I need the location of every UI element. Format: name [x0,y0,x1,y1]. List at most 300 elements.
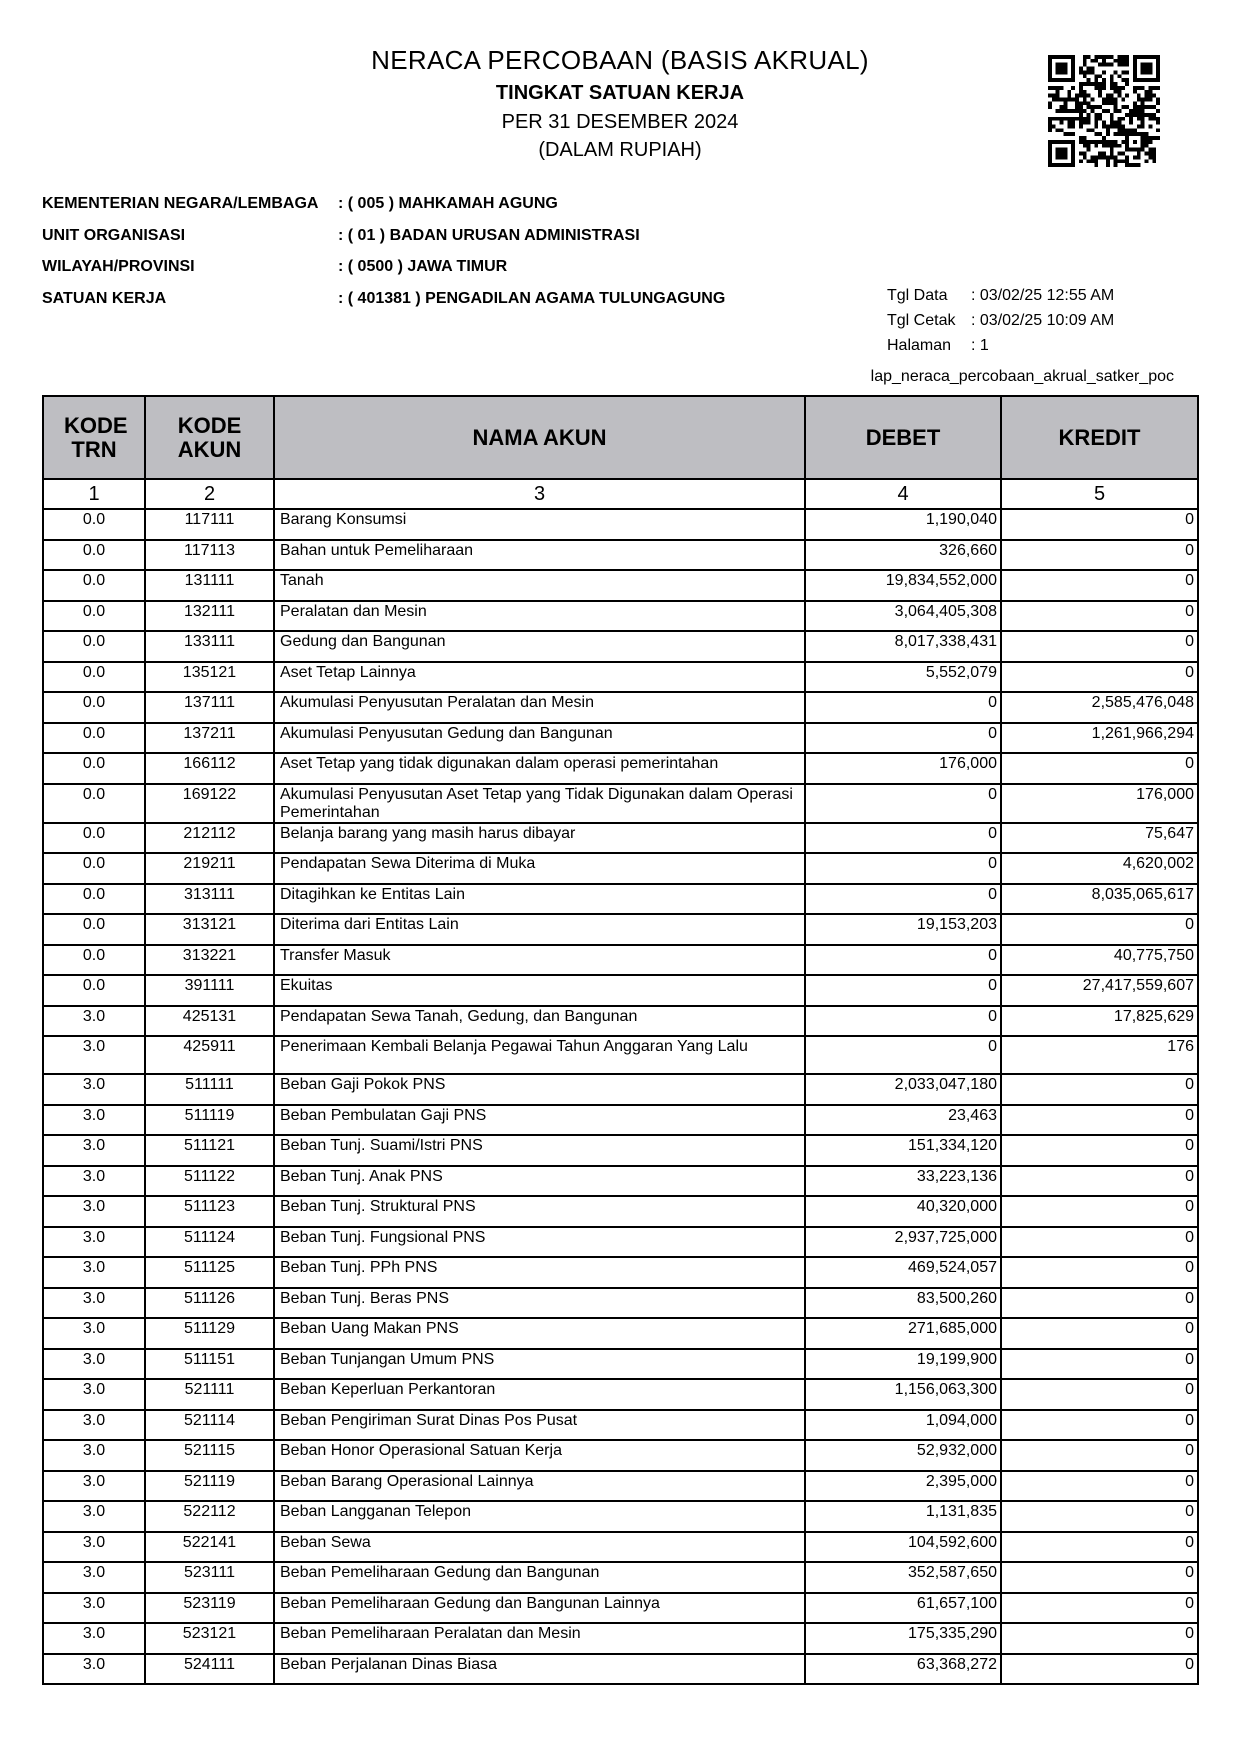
cell-debet: 0 [805,784,1001,823]
cell-kode-akun: 137111 [145,692,274,723]
cell-nama-akun [274,1379,805,1410]
cell-nama-akun [274,1471,805,1502]
cell-kode-trn: 3.0 [43,1654,145,1685]
cell-kode-trn: 0.0 [43,884,145,915]
cell-nama-akun [274,540,805,571]
account-name-text: Beban Pengiriman Surat Dinas Pos Pusat [280,1411,578,1429]
account-name-text: Beban Tunj. Struktural PNS [280,1198,476,1215]
cell-nama-akun [274,884,805,915]
table-row [43,945,1198,976]
cell-kode-trn: 3.0 [43,1288,145,1319]
table-row [43,570,1198,601]
cell-kode-akun: 135121 [145,662,274,693]
cell-debet: 326,660 [805,540,1001,571]
cell-debet: 0 [805,723,1001,754]
cell-debet: 104,592,600 [805,1532,1001,1563]
print-info-label: Halaman [887,337,952,354]
entity-info-label: WILAYAH/PROVINSI [42,258,195,275]
cell-nama-akun [274,853,805,884]
cell-kode-akun: 511125 [145,1257,274,1288]
cell-kode-akun: 522112 [145,1501,274,1532]
cell-kredit: 0 [1001,1318,1198,1349]
account-name-text: Beban Perjalanan Dinas Biasa [280,1655,498,1673]
cell-kode-akun: 521119 [145,1471,274,1502]
cell-debet: 0 [805,853,1001,884]
table-row [43,540,1198,571]
cell-kode-trn: 3.0 [43,1227,145,1258]
table-row [43,1440,1198,1471]
account-name-text: Beban Gaji Pokok PNS [280,1076,446,1093]
cell-kode-akun: 522141 [145,1532,274,1563]
cell-kredit: 0 [1001,1196,1198,1227]
cell-kode-trn: 0.0 [43,914,145,945]
entity-info-label: KEMENTERIAN NEGARA/LEMBAGA [42,195,319,212]
cell-debet: 3,064,405,308 [805,601,1001,632]
table-row [43,723,1198,754]
cell-kode-trn: 3.0 [43,1471,145,1502]
report-unit: (DALAM RUPIAH) [538,139,702,161]
cell-debet: 61,657,100 [805,1593,1001,1624]
cell-kode-trn: 3.0 [43,1410,145,1441]
cell-debet: 19,199,900 [805,1349,1001,1380]
report-period: PER 31 DESEMBER 2024 [501,111,739,133]
col-number: 3 [274,479,805,509]
account-name-text: Pendapatan Sewa Diterima di Muka [280,855,536,872]
cell-debet: 469,524,057 [805,1257,1001,1288]
cell-kode-akun: 313221 [145,945,274,976]
cell-kode-akun: 166112 [145,753,274,784]
cell-kredit: 2,585,476,048 [1001,692,1198,723]
cell-kode-trn: 3.0 [43,1105,145,1136]
account-name-text: Beban Keperluan Perkantoran [280,1381,496,1398]
table-row [43,1105,1198,1136]
cell-nama-akun [274,1257,805,1288]
cell-debet: 0 [805,975,1001,1006]
cell-nama-akun [274,1288,805,1319]
table-row [43,692,1198,723]
table-row [43,753,1198,784]
account-name-text: Transfer Masuk [280,946,391,964]
cell-nama-akun [274,1166,805,1197]
table-row [43,853,1198,884]
cell-kode-akun: 511121 [145,1135,274,1166]
table-row [43,1501,1198,1532]
table-row [43,1410,1198,1441]
cell-kredit: 8,035,065,617 [1001,884,1198,915]
col-number: 4 [805,479,1001,509]
report-code: lap_neraca_percobaan_akrual_satker_poc [870,368,1174,385]
account-name-text: Akumulasi Penyusutan Aset Tetap yang Tidak Digunakan dalam Operasi Pemerintahan [280,785,793,821]
cell-nama-akun [274,1501,805,1532]
account-name-text: Barang Konsumsi [280,511,407,528]
cell-nama-akun [274,1227,805,1258]
trial-balance-table [42,395,1199,1685]
cell-kredit: 17,825,629 [1001,1006,1198,1037]
cell-debet: 1,156,063,300 [805,1379,1001,1410]
cell-kode-akun: 117111 [145,509,274,540]
table-row [43,509,1198,540]
account-name-text: Ditagihkan ke Entitas Lain [280,885,465,903]
cell-debet: 271,685,000 [805,1318,1001,1349]
cell-nama-akun [274,1593,805,1624]
cell-nama-akun [274,692,805,723]
cell-kode-trn: 3.0 [43,1623,145,1654]
cell-kode-trn: 0.0 [43,823,145,854]
table-row [43,784,1198,823]
table-row [43,631,1198,662]
table-row [43,1593,1198,1624]
col-header-kode-akun: KODE AKUN [145,396,274,479]
account-name-text: Aset Tetap yang tidak digunakan dalam operasi pemerintahan [280,755,719,772]
col-number: 1 [43,479,145,509]
cell-debet: 33,223,136 [805,1166,1001,1197]
cell-debet: 151,334,120 [805,1135,1001,1166]
cell-debet: 8,017,338,431 [805,631,1001,662]
table-row [43,1257,1198,1288]
cell-nama-akun [274,1006,805,1037]
cell-debet: 175,335,290 [805,1623,1001,1654]
cell-kode-trn: 3.0 [43,1349,145,1380]
cell-kredit: 0 [1001,1379,1198,1410]
cell-kredit: 40,775,750 [1001,945,1198,976]
table-row [43,1532,1198,1563]
cell-debet: 1,094,000 [805,1410,1001,1441]
cell-kode-trn: 0.0 [43,784,145,823]
report-title: NERACA PERCOBAAN (BASIS AKRUAL) [371,45,869,75]
table-body [43,509,1198,1684]
cell-debet: 176,000 [805,753,1001,784]
cell-nama-akun [274,509,805,540]
report-subtitle: TINGKAT SATUAN KERJA [495,82,745,104]
account-name-text: Akumulasi Penyusutan Gedung dan Bangunan [280,724,613,742]
account-name-text: Beban Pemeliharaan Gedung dan Bangunan Lainnya [280,1594,660,1612]
cell-kode-trn: 3.0 [43,1196,145,1227]
account-name-text: Beban Honor Operasional Satuan Kerja [280,1442,562,1459]
cell-kode-trn: 3.0 [43,1501,145,1532]
table-row [43,884,1198,915]
cell-kode-akun: 511126 [145,1288,274,1319]
cell-kode-akun: 212112 [145,823,274,854]
cell-nama-akun [274,1135,805,1166]
cell-kode-trn: 3.0 [43,1440,145,1471]
cell-debet: 0 [805,823,1001,854]
cell-debet: 1,190,040 [805,509,1001,540]
cell-kredit: 0 [1001,1593,1198,1624]
cell-kode-trn: 3.0 [43,1135,145,1166]
cell-nama-akun [274,945,805,976]
cell-kode-akun: 133111 [145,631,274,662]
cell-debet: 63,368,272 [805,1654,1001,1685]
cell-nama-akun [274,662,805,693]
cell-kode-trn: 3.0 [43,1006,145,1037]
account-name-text: Penerimaan Kembali Belanja Pegawai Tahun Anggaran Yang Lalu [280,1038,748,1055]
cell-kode-akun: 131111 [145,570,274,601]
cell-kode-trn: 3.0 [43,1036,145,1074]
cell-nama-akun [274,1654,805,1685]
cell-kode-trn: 0.0 [43,509,145,540]
cell-nama-akun [274,1623,805,1654]
account-name-text: Beban Tunjangan Umum PNS [280,1350,495,1368]
print-info-label: Tgl Data [887,287,948,304]
cell-kode-akun: 523119 [145,1593,274,1624]
cell-debet: 352,587,650 [805,1562,1001,1593]
cell-nama-akun [274,975,805,1006]
cell-kredit: 27,417,559,607 [1001,975,1198,1006]
cell-nama-akun [274,723,805,754]
account-name-text: Akumulasi Penyusutan Peralatan dan Mesin [280,694,594,711]
cell-kode-trn: 3.0 [43,1166,145,1197]
print-info-value: : 03/02/25 10:09 AM [971,312,1115,329]
entity-info-value: : ( 01 ) BADAN URUSAN ADMINISTRASI [338,226,640,244]
cell-kredit: 0 [1001,1257,1198,1288]
account-name-text: Beban Tunj. Anak PNS [280,1167,443,1185]
account-name-text: Belanja barang yang masih harus dibayar [280,824,576,842]
col-header-nama-akun: NAMA AKUN [274,396,805,479]
cell-debet: 0 [805,1036,1001,1074]
table-row [43,1349,1198,1380]
account-name-text: Diterima dari Entitas Lain [280,916,459,933]
cell-kredit: 0 [1001,509,1198,540]
cell-kredit: 0 [1001,1501,1198,1532]
cell-kredit: 0 [1001,1135,1198,1166]
entity-info-value: : ( 005 ) MAHKAMAH AGUNG [338,195,558,212]
table-row [43,1166,1198,1197]
table-row [43,1562,1198,1593]
table-row [43,1036,1198,1074]
cell-nama-akun [274,1036,805,1074]
account-name-text: Beban Pemeliharaan Peralatan dan Mesin [280,1625,581,1642]
cell-kode-akun: 313111 [145,884,274,915]
cell-debet: 40,320,000 [805,1196,1001,1227]
cell-debet: 0 [805,1006,1001,1037]
cell-kredit: 0 [1001,1562,1198,1593]
table-row [43,1135,1198,1166]
cell-kode-akun: 313121 [145,914,274,945]
table-row [43,1196,1198,1227]
cell-kode-akun: 511111 [145,1074,274,1105]
cell-kode-akun: 523111 [145,1562,274,1593]
cell-kredit: 0 [1001,1105,1198,1136]
cell-kode-trn: 3.0 [43,1379,145,1410]
cell-debet: 23,463 [805,1105,1001,1136]
entity-info-value: : ( 401381 ) PENGADILAN AGAMA TULUNGAGUNG [338,289,726,307]
cell-nama-akun [274,1440,805,1471]
account-name-text: Beban Sewa [280,1533,371,1551]
cell-kode-trn: 0.0 [43,601,145,632]
cell-kode-akun: 521114 [145,1410,274,1441]
cell-kredit: 0 [1001,570,1198,601]
qr-code-icon [1048,55,1160,167]
table-row [43,1227,1198,1258]
cell-debet: 2,395,000 [805,1471,1001,1502]
cell-kredit: 0 [1001,601,1198,632]
cell-kredit: 0 [1001,1410,1198,1441]
cell-debet: 1,131,835 [805,1501,1001,1532]
account-name-text: Beban Tunj. Suami/Istri PNS [280,1137,483,1154]
cell-nama-akun [274,1562,805,1593]
cell-kredit: 0 [1001,1440,1198,1471]
cell-kode-trn: 0.0 [43,631,145,662]
account-name-text: Beban Langganan Telepon [280,1503,471,1520]
print-info-label: Tgl Cetak [887,312,956,329]
cell-kredit: 0 [1001,631,1198,662]
cell-kredit: 0 [1001,1623,1198,1654]
cell-kode-akun: 169122 [145,784,274,823]
cell-kredit: 176,000 [1001,784,1198,823]
cell-kode-akun: 511129 [145,1318,274,1349]
cell-kredit: 1,261,966,294 [1001,723,1198,754]
cell-debet: 52,932,000 [805,1440,1001,1471]
cell-nama-akun [274,1532,805,1563]
cell-kode-trn: 3.0 [43,1257,145,1288]
cell-kode-akun: 511151 [145,1349,274,1380]
account-name-text: Tanah [280,572,324,589]
cell-nama-akun [274,1074,805,1105]
cell-debet: 0 [805,692,1001,723]
cell-nama-akun [274,1318,805,1349]
table-row [43,1288,1198,1319]
cell-kredit: 0 [1001,1471,1198,1502]
cell-kredit: 0 [1001,1166,1198,1197]
report-title-block [300,44,940,164]
account-name-text: Beban Barang Operasional Lainnya [280,1472,534,1490]
cell-kode-akun: 523121 [145,1623,274,1654]
cell-kode-trn: 3.0 [43,1074,145,1105]
cell-kode-akun: 132111 [145,601,274,632]
print-info-value: : 03/02/25 12:55 AM [971,287,1115,304]
account-name-text: Ekuitas [280,977,333,994]
col-number: 2 [145,479,274,509]
cell-kode-akun: 511123 [145,1196,274,1227]
table-row [43,1471,1198,1502]
col-header-kode-trn: KODE TRN [43,396,145,479]
cell-kode-trn: 0.0 [43,723,145,754]
cell-debet: 0 [805,884,1001,915]
cell-kredit: 0 [1001,1654,1198,1685]
cell-kredit: 176 [1001,1036,1198,1074]
cell-kode-akun: 511122 [145,1166,274,1197]
cell-kode-trn: 0.0 [43,662,145,693]
cell-nama-akun [274,914,805,945]
cell-kredit: 0 [1001,1532,1198,1563]
cell-nama-akun [274,570,805,601]
cell-kode-trn: 0.0 [43,753,145,784]
cell-kode-akun: 219211 [145,853,274,884]
cell-kode-akun: 511124 [145,1227,274,1258]
cell-kode-akun: 511119 [145,1105,274,1136]
cell-nama-akun [274,1410,805,1441]
cell-nama-akun [274,1105,805,1136]
cell-kode-akun: 521111 [145,1379,274,1410]
cell-kredit: 4,620,002 [1001,853,1198,884]
cell-nama-akun [274,631,805,662]
cell-kode-trn: 0.0 [43,975,145,1006]
cell-kode-trn: 3.0 [43,1532,145,1563]
table-row [43,1623,1198,1654]
cell-kredit: 75,647 [1001,823,1198,854]
cell-kode-trn: 0.0 [43,540,145,571]
cell-kode-trn: 0.0 [43,570,145,601]
account-name-text: Aset Tetap Lainnya [280,663,416,681]
table-row [43,914,1198,945]
col-header-debet: DEBET [805,396,1001,479]
cell-kode-trn: 0.0 [43,692,145,723]
cell-kredit: 0 [1001,662,1198,693]
print-info-value: : 1 [971,337,989,354]
cell-kode-akun: 425911 [145,1036,274,1074]
cell-debet: 0 [805,945,1001,976]
col-header-kredit: KREDIT [1001,396,1198,479]
cell-debet: 5,552,079 [805,662,1001,693]
table-row [43,662,1198,693]
account-name-text: Beban Pembulatan Gaji PNS [280,1106,487,1124]
cell-kode-trn: 0.0 [43,945,145,976]
cell-nama-akun [274,784,805,823]
cell-kredit: 0 [1001,540,1198,571]
cell-nama-akun [274,1349,805,1380]
entity-info-value: : ( 0500 ) JAWA TIMUR [338,258,508,275]
entity-info-label: SATUAN KERJA [42,289,167,307]
account-name-text: Beban Tunj. Fungsional PNS [280,1228,486,1246]
cell-kode-trn: 0.0 [43,853,145,884]
account-name-text: Beban Tunj. PPh PNS [280,1259,438,1276]
table-row [43,1379,1198,1410]
cell-kredit: 0 [1001,1074,1198,1105]
cell-nama-akun [274,823,805,854]
cell-kode-trn: 3.0 [43,1318,145,1349]
cell-kredit: 0 [1001,914,1198,945]
cell-debet: 83,500,260 [805,1288,1001,1319]
account-name-text: Beban Pemeliharaan Gedung dan Bangunan [280,1564,600,1581]
table-row [43,601,1198,632]
table-row [43,1654,1198,1685]
column-number-row [43,479,1198,509]
cell-kredit: 0 [1001,1227,1198,1258]
cell-kode-akun: 391111 [145,975,274,1006]
cell-kredit: 0 [1001,753,1198,784]
cell-debet: 19,153,203 [805,914,1001,945]
table-header-row [43,396,1198,479]
cell-kredit: 0 [1001,1288,1198,1319]
cell-kode-trn: 3.0 [43,1593,145,1624]
cell-debet: 19,834,552,000 [805,570,1001,601]
account-name-text: Beban Uang Makan PNS [280,1320,459,1337]
cell-kredit: 0 [1001,1349,1198,1380]
table-row [43,1318,1198,1349]
account-name-text: Gedung dan Bangunan [280,633,446,650]
cell-debet: 2,033,047,180 [805,1074,1001,1105]
account-name-text: Bahan untuk Pemeliharaan [280,541,474,559]
cell-kode-akun: 521115 [145,1440,274,1471]
col-number: 5 [1001,479,1198,509]
account-name-text: Peralatan dan Mesin [280,602,427,620]
cell-kode-akun: 117113 [145,540,274,571]
cell-nama-akun [274,1196,805,1227]
table-row [43,823,1198,854]
table-row [43,1006,1198,1037]
cell-nama-akun [274,601,805,632]
table-row [43,975,1198,1006]
cell-kode-akun: 137211 [145,723,274,754]
cell-debet: 2,937,725,000 [805,1227,1001,1258]
cell-kode-akun: 524111 [145,1654,274,1685]
cell-kode-akun: 425131 [145,1006,274,1037]
account-name-text: Beban Tunj. Beras PNS [280,1289,449,1307]
cell-nama-akun [274,753,805,784]
table-row [43,1074,1198,1105]
entity-info-label: UNIT ORGANISASI [42,226,186,244]
cell-kode-trn: 3.0 [43,1562,145,1593]
